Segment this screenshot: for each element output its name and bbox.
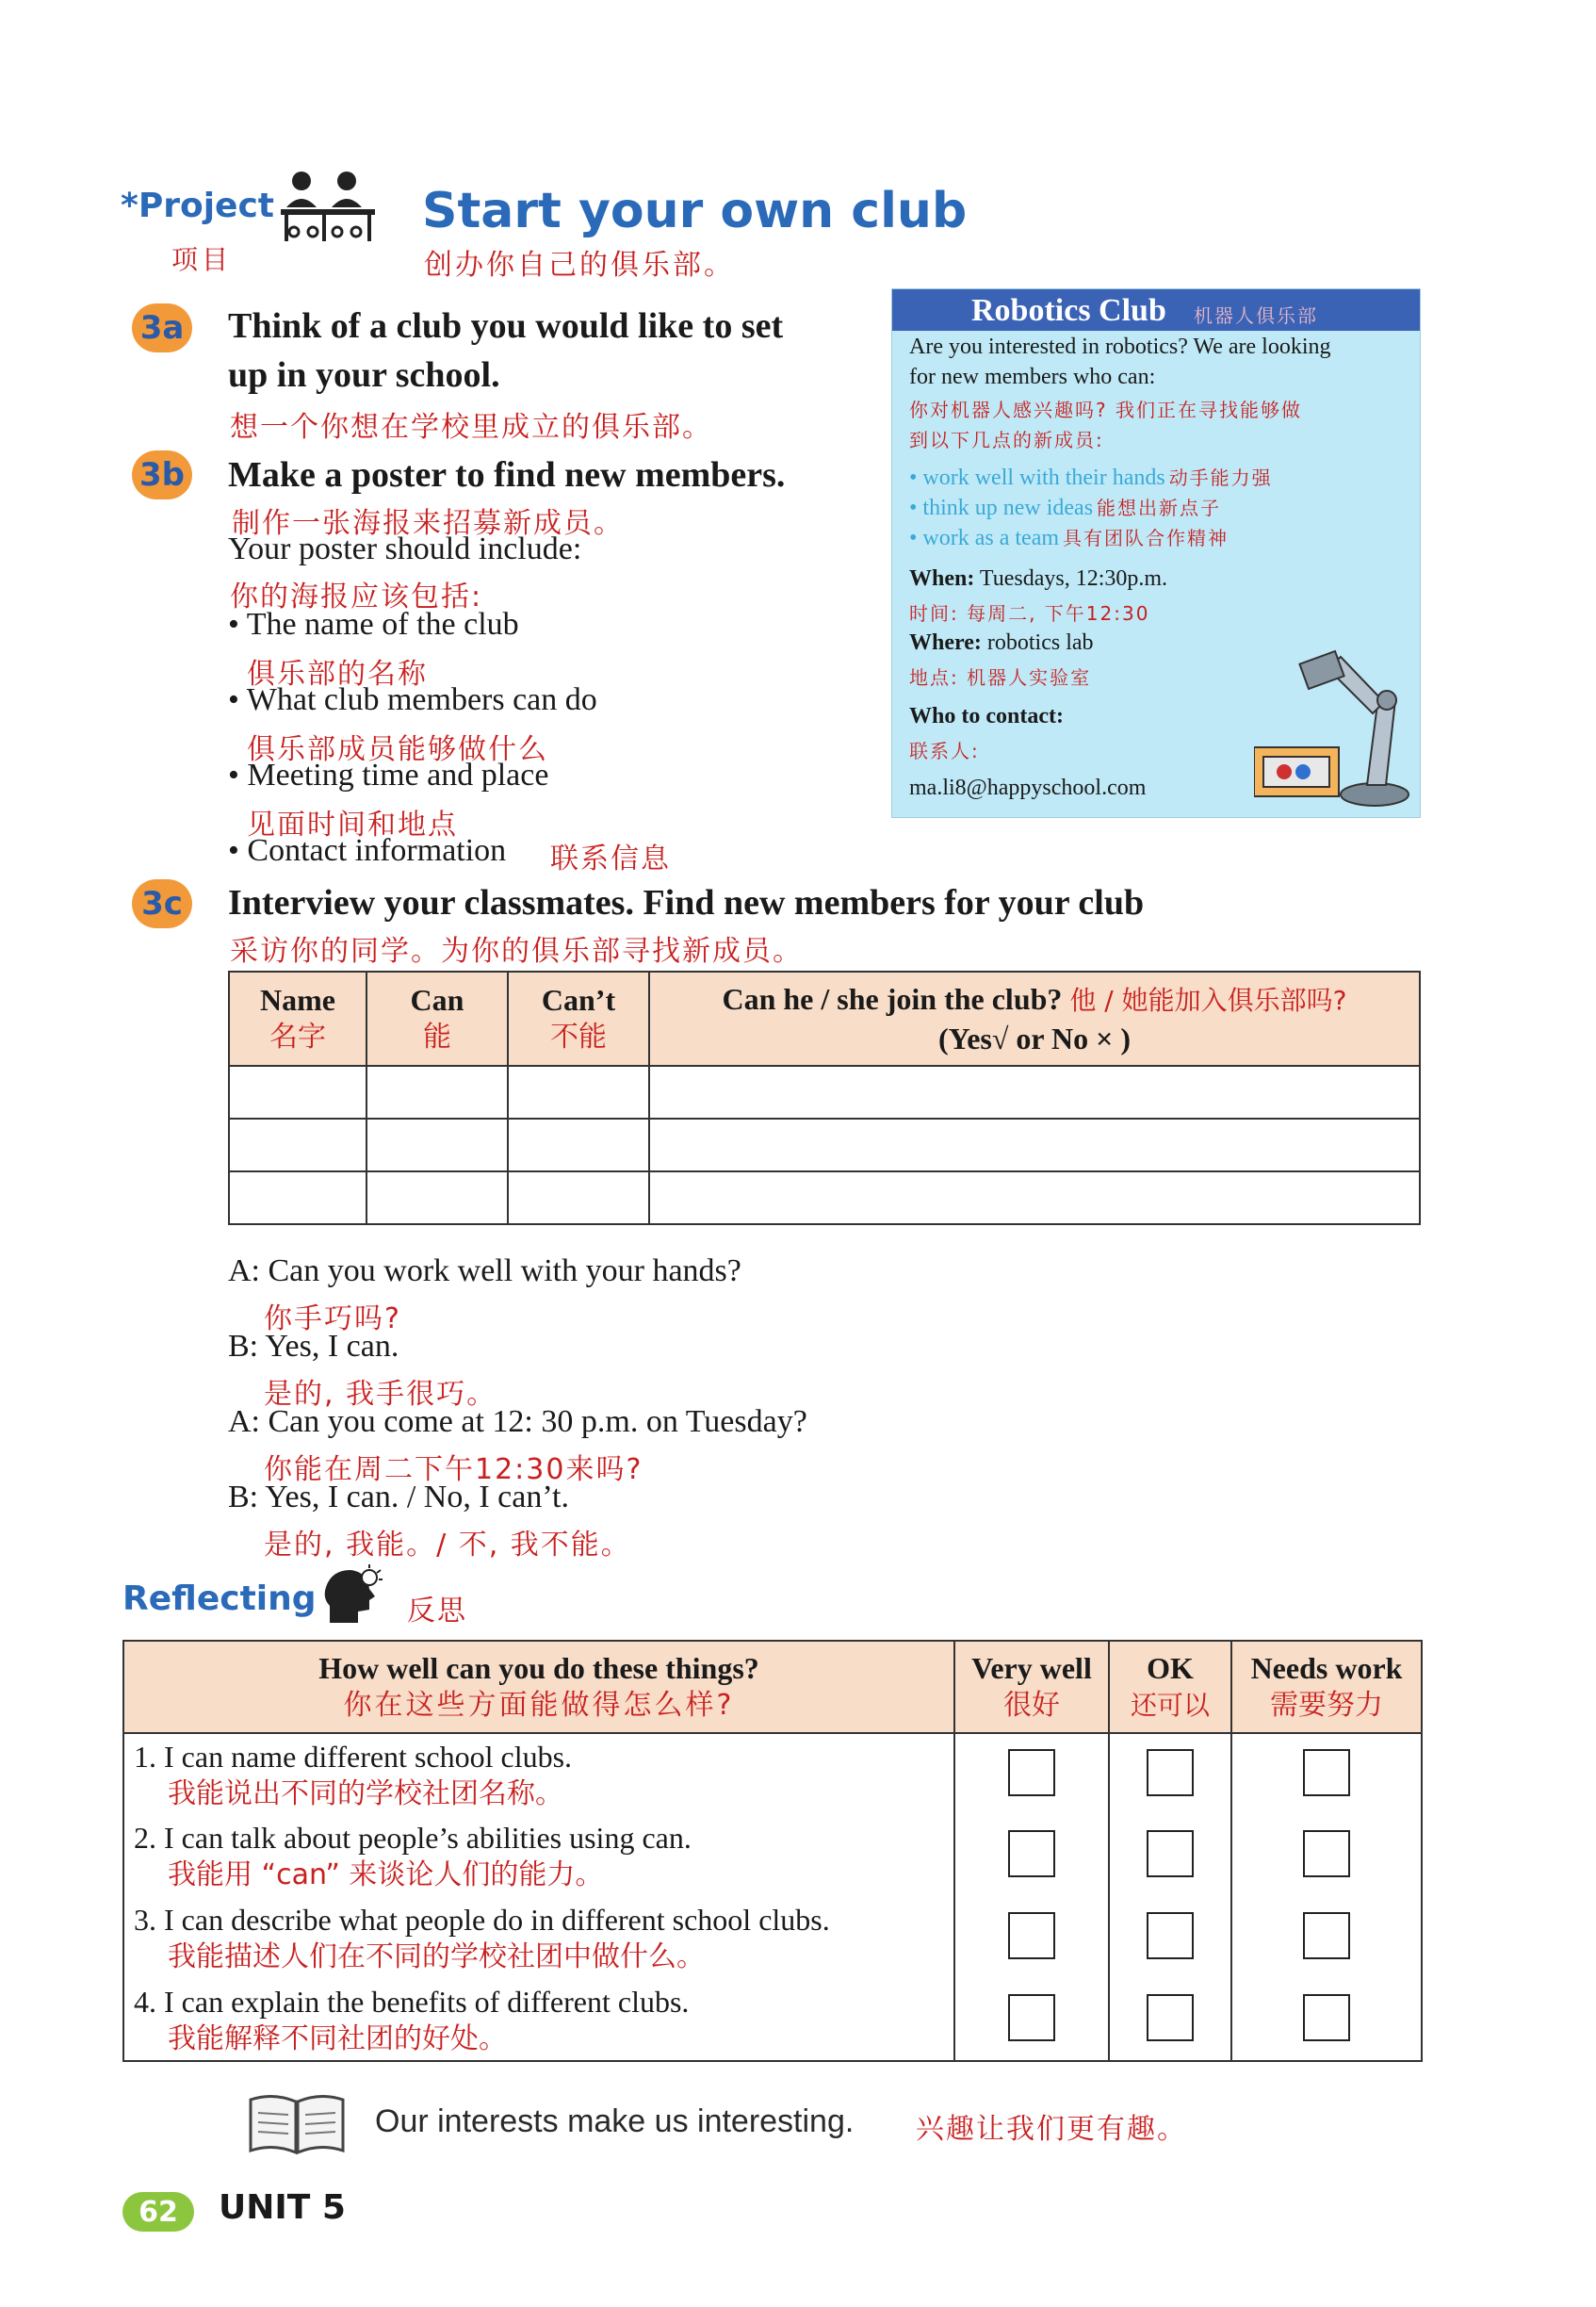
- reflect-item-2-cn: 我能用 “can” 来谈论人们的能力。: [168, 1858, 604, 1891]
- poster-bullet-1-en: • work well with their hands: [909, 466, 1165, 490]
- reflect-item-3: [123, 1897, 954, 1979]
- table-row: [229, 1119, 1420, 1171]
- checkbox-needs-work-2[interactable]: [1303, 1830, 1350, 1877]
- poster-bullet-1: [909, 463, 1273, 491]
- reflecting-title-cn: 反思: [407, 1595, 467, 1628]
- cell-can-1[interactable]: [366, 1066, 508, 1119]
- cell-name-1[interactable]: [229, 1066, 366, 1119]
- col-join-cn: 他 / 她能加入俱乐部吗?: [1069, 985, 1347, 1016]
- checkbox-very-well-1[interactable]: [1008, 1749, 1055, 1796]
- poster-bullet-1-cn: 动手能力强: [1168, 466, 1273, 489]
- include-item-3-cn: 见面时间和地点: [247, 809, 458, 842]
- reflecting-table: [122, 1640, 1423, 2062]
- col-name-en: Name: [260, 983, 335, 1017]
- table-row: [123, 1733, 1422, 1815]
- page-number: 62: [122, 2192, 194, 2232]
- col-cant-en: Can’t: [541, 983, 616, 1017]
- motto-en: Our interests make us interesting.: [375, 2103, 855, 2139]
- col-can-en: Can: [410, 983, 464, 1017]
- include-item-1-cn: 俱乐部的名称: [247, 658, 428, 691]
- open-book-icon: [247, 2090, 347, 2158]
- dialogue-line-2-cn: 是的, 我手很巧。: [264, 1378, 497, 1411]
- include-item-1: • The name of the club: [228, 607, 519, 642]
- cell-join-2[interactable]: [649, 1119, 1420, 1171]
- poster-bullet-2-cn: 能想出新点子: [1097, 497, 1222, 519]
- reflect-item-4: [123, 1979, 954, 2061]
- col-question-cn: 你在这些方面能做得怎么样?: [343, 1689, 735, 1722]
- poster-title-cn: 机器人俱乐部: [1194, 304, 1318, 327]
- poster-include-intro: Your poster should include:: [228, 532, 582, 566]
- cell-very-well-4: [954, 1979, 1109, 2061]
- checkbox-ok-1[interactable]: [1147, 1749, 1194, 1796]
- col-ok-en: OK: [1147, 1651, 1194, 1685]
- cell-needs-work-3: [1231, 1897, 1422, 1979]
- col-join: [649, 972, 1420, 1066]
- col-join-en: Can he / she join the club?: [722, 982, 1063, 1016]
- poster-when-value: Tuesdays, 12:30p.m.: [979, 566, 1168, 591]
- reflect-item-3-en: 3. I can describe what people do in different school clubs.: [134, 1903, 830, 1937]
- reflect-item-1-en: 1. I can name different school clubs.: [134, 1740, 573, 1774]
- poster-bullet-3: [909, 523, 1229, 551]
- poster-bullet-3-cn: 具有团队合作精神: [1063, 527, 1230, 549]
- reflecting-table-header: [123, 1641, 1422, 1733]
- col-cant: [508, 972, 649, 1066]
- table-row: [123, 1897, 1422, 1979]
- col-ok: [1109, 1641, 1231, 1733]
- group-people-icon: [279, 170, 377, 245]
- checkbox-ok-4[interactable]: [1147, 1994, 1194, 2041]
- task-3c-title: Interview your classmates. Find new members for your club: [228, 883, 1145, 923]
- dialogue-line-4-cn: 是的, 我能。/ 不, 我不能。: [264, 1529, 631, 1562]
- include-item-4-cn: 联系信息: [550, 843, 671, 875]
- cell-cant-1[interactable]: [508, 1066, 649, 1119]
- project-label-cn: 项目: [171, 244, 233, 275]
- include-item-2: • What club members can do: [228, 682, 597, 717]
- cell-ok-1: [1109, 1733, 1231, 1815]
- cell-very-well-1: [954, 1733, 1109, 1815]
- col-name: [229, 972, 366, 1066]
- col-very-well-en: Very well: [971, 1651, 1092, 1685]
- dialogue-line-3-cn: 你能在周二下午12:30来吗?: [264, 1453, 643, 1486]
- dialogue-line-2: B: Yes, I can.: [228, 1329, 399, 1364]
- checkbox-ok-3[interactable]: [1147, 1912, 1194, 1959]
- cell-can-3[interactable]: [366, 1171, 508, 1224]
- badge-3b: 3b: [132, 450, 192, 499]
- robot-arm-icon: [1254, 634, 1416, 810]
- poster-title: Robotics Club: [971, 293, 1166, 328]
- task-3a-cn: 想一个你想在学校里成立的俱乐部。: [230, 411, 712, 444]
- cell-ok-2: [1109, 1815, 1231, 1897]
- page-title: Start your own club: [422, 183, 968, 239]
- table-row: [229, 1171, 1420, 1224]
- cell-cant-3[interactable]: [508, 1171, 649, 1224]
- reflect-item-1: [123, 1733, 954, 1815]
- checkbox-needs-work-1[interactable]: [1303, 1749, 1350, 1796]
- page-title-cn: 创办你自己的俱乐部。: [424, 249, 735, 282]
- checkbox-very-well-4[interactable]: [1008, 1994, 1055, 2041]
- checkbox-very-well-3[interactable]: [1008, 1912, 1055, 1959]
- poster-where-cn: 地点: 机器人实验室: [909, 666, 1092, 689]
- poster-when: [909, 566, 1167, 592]
- poster-include-intro-cn: 你的海报应该包括:: [230, 581, 483, 614]
- project-label: *Project: [121, 187, 275, 225]
- col-can: [366, 972, 508, 1066]
- poster-when-cn: 时间: 每周二, 下午12:30: [909, 602, 1150, 625]
- task-3c-title-cn: 采访你的同学。为你的俱乐部寻找新成员。: [230, 935, 803, 968]
- robotics-club-poster: [891, 288, 1421, 818]
- dialogue-line-1-cn: 你手巧吗?: [264, 1302, 401, 1335]
- cell-ok-4: [1109, 1979, 1231, 2061]
- col-name-cn: 名字: [269, 1021, 326, 1054]
- badge-3a: 3a: [132, 303, 192, 352]
- poster-email: ma.li8@happyschool.com: [909, 776, 1147, 800]
- include-item-2-cn: 俱乐部成员能够做什么: [247, 733, 548, 766]
- interview-table: [228, 971, 1421, 1225]
- cell-join-1[interactable]: [649, 1066, 1420, 1119]
- task-3b-title-cn: 制作一张海报来招募新成员。: [232, 507, 624, 540]
- col-needs-work-en: Needs work: [1250, 1651, 1403, 1685]
- col-can-cn: 能: [423, 1021, 451, 1054]
- unit-label: UNIT 5: [219, 2188, 346, 2227]
- interview-table-header: [229, 972, 1420, 1066]
- checkbox-ok-2[interactable]: [1147, 1830, 1194, 1877]
- cell-needs-work-2: [1231, 1815, 1422, 1897]
- cell-very-well-2: [954, 1815, 1109, 1897]
- reflecting-title: Reflecting: [122, 1579, 317, 1618]
- col-very-well-cn: 很好: [1003, 1689, 1060, 1722]
- poster-header: [892, 289, 1420, 331]
- col-needs-work: [1231, 1641, 1422, 1733]
- dialogue-line-1: A: Can you work well with your hands?: [228, 1253, 741, 1288]
- poster-intro-2: for new members who can:: [909, 365, 1156, 389]
- col-question: [123, 1641, 954, 1733]
- thinking-head-icon: [320, 1564, 386, 1627]
- dialogue-line-4: B: Yes, I can. / No, I can’t.: [228, 1480, 569, 1514]
- reflect-item-2-en: 2. I can talk about people’s abilities using can.: [134, 1821, 692, 1855]
- poster-where: [909, 630, 1094, 656]
- col-cant-cn: 不能: [550, 1021, 607, 1054]
- cell-ok-3: [1109, 1897, 1231, 1979]
- checkbox-very-well-2[interactable]: [1008, 1830, 1055, 1877]
- checkbox-needs-work-4[interactable]: [1303, 1994, 1350, 2041]
- reflect-item-1-cn: 我能说出不同的学校社团名称。: [168, 1777, 563, 1810]
- poster-bullet-2-en: • think up new ideas: [909, 496, 1094, 520]
- task-3b-title: Make a poster to find new members.: [228, 455, 786, 495]
- motto-cn: 兴趣让我们更有趣。: [916, 2113, 1187, 2146]
- reflect-item-4-cn: 我能解释不同社团的好处。: [168, 2022, 507, 2055]
- poster-bullet-3-en: • work as a team: [909, 526, 1060, 550]
- poster-where-label: Where:: [909, 630, 982, 655]
- task-3a-line2: up in your school.: [228, 355, 500, 395]
- reflect-item-2: [123, 1815, 954, 1897]
- col-needs-work-cn: 需要努力: [1270, 1689, 1383, 1722]
- table-row: [123, 1979, 1422, 2061]
- checkbox-needs-work-3[interactable]: [1303, 1912, 1350, 1959]
- dialogue-line-3: A: Can you come at 12: 30 p.m. on Tuesday?: [228, 1404, 807, 1439]
- reflect-item-3-cn: 我能描述人们在不同的学校社团中做什么。: [168, 1940, 705, 1973]
- cell-very-well-3: [954, 1897, 1109, 1979]
- poster-who-label: Who to contact:: [909, 704, 1064, 728]
- table-row: [229, 1066, 1420, 1119]
- cell-cant-2[interactable]: [508, 1119, 649, 1171]
- poster-intro-cn-2: 到以下几点的新成员:: [909, 429, 1104, 451]
- poster-who-cn: 联系人:: [909, 740, 980, 762]
- cell-join-3[interactable]: [649, 1171, 1420, 1224]
- include-item-4: • Contact information: [228, 833, 507, 868]
- col-ok-cn: 还可以: [1130, 1690, 1210, 1721]
- cell-name-2[interactable]: [229, 1119, 366, 1171]
- task-3a-line1: Think of a club you would like to set: [228, 306, 784, 346]
- col-very-well: [954, 1641, 1109, 1733]
- poster-intro-1: Are you interested in robotics? We are looking: [909, 335, 1331, 359]
- cell-can-2[interactable]: [366, 1119, 508, 1171]
- cell-needs-work-1: [1231, 1733, 1422, 1815]
- poster-when-label: When:: [909, 566, 975, 591]
- badge-3c: 3c: [132, 879, 192, 928]
- poster-bullet-2: [909, 493, 1221, 521]
- table-row: [123, 1815, 1422, 1897]
- col-join-sub: (Yes√ or No × ): [937, 1022, 1132, 1055]
- col-question-en: How well can you do these things?: [318, 1651, 759, 1685]
- cell-name-3[interactable]: [229, 1171, 366, 1224]
- reflect-item-4-en: 4. I can explain the benefits of different clubs.: [134, 1985, 690, 2019]
- poster-where-value: robotics lab: [986, 630, 1094, 655]
- poster-intro-cn-1: 你对机器人感兴趣吗? 我们正在寻找能够做: [909, 399, 1302, 421]
- cell-needs-work-4: [1231, 1979, 1422, 2061]
- include-item-3: • Meeting time and place: [228, 758, 549, 793]
